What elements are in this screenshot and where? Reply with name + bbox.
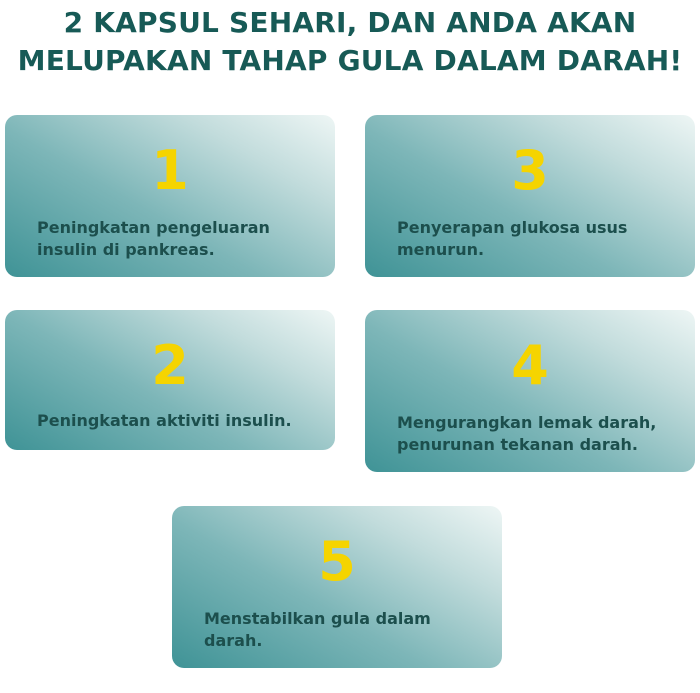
benefit-text: Mengurangkan lemak darah, penurunan tekanan darah.: [397, 413, 657, 454]
benefit-text: Menstabilkan gula dalam darah.: [204, 609, 431, 650]
benefit-number: 5: [318, 530, 356, 593]
benefit-number: 4: [511, 334, 549, 397]
benefit-number: 3: [511, 139, 549, 202]
benefit-number: 2: [151, 334, 189, 397]
benefit-number: 1: [151, 139, 189, 202]
benefit-text: Peningkatan pengeluaran insulin di pankreas.: [37, 218, 270, 259]
headline-line-1: 2 KAPSUL SEHARI, DAN ANDA AKAN: [63, 6, 637, 39]
headline-line-2: MELUPAKAN TAHAP GULA DALAM DARAH!: [17, 44, 683, 77]
benefit-text: Peningkatan aktiviti insulin.: [37, 411, 292, 430]
benefit-text: Penyerapan glukosa usus menurun.: [397, 218, 628, 259]
benefit-card-3: [365, 115, 695, 277]
benefit-card-2: [5, 310, 335, 450]
benefit-card-5: [172, 506, 502, 668]
benefit-card-4: [365, 310, 695, 472]
benefit-card-1: [5, 115, 335, 277]
page-headline: [0, 4, 700, 80]
